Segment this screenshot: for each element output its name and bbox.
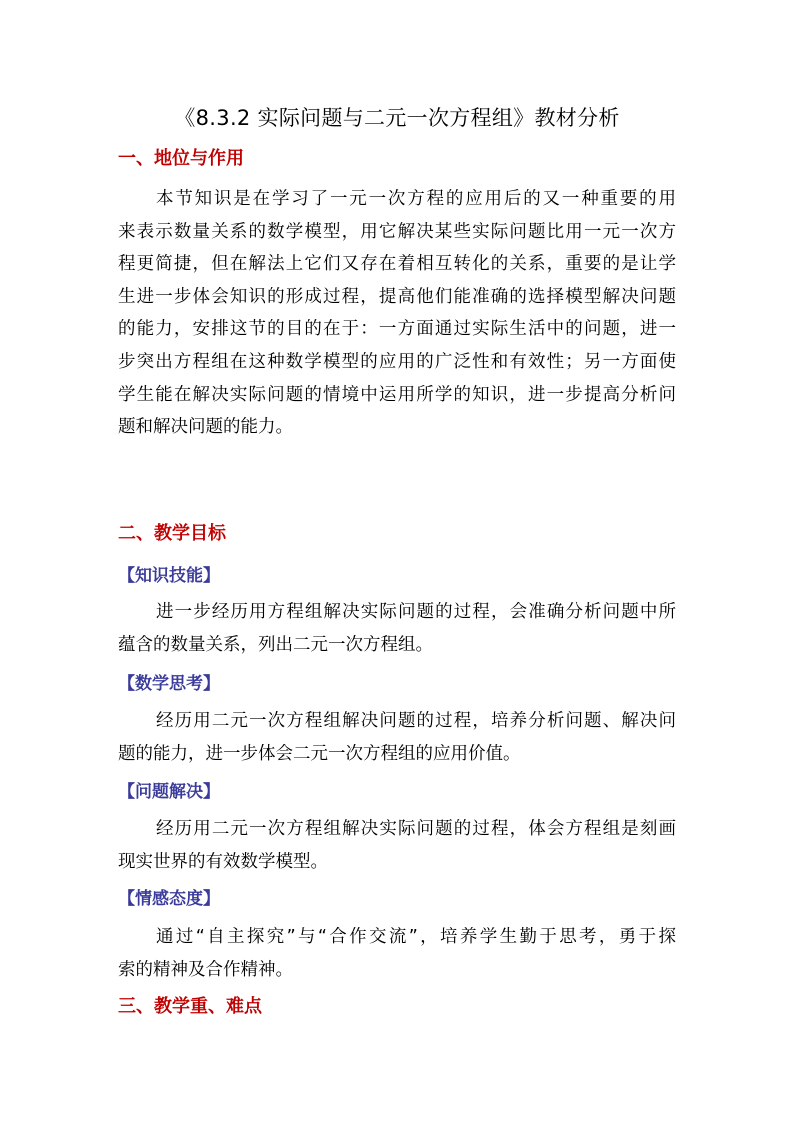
- paragraph-line: 步突出方程组在这种数学模型的应用的广泛性和有效性；另一方面使: [118, 351, 676, 372]
- section-heading-key-difficult-points: 三、教学重、难点: [118, 996, 262, 1017]
- subsection-heading-problem-solving: 【问题解决】: [118, 782, 220, 802]
- subsection-heading-attitude: 【情感态度】: [118, 889, 220, 909]
- subsection-problem-solving-paragraph: [118, 813, 676, 878]
- paragraph-line: 现实世界的有效数学模型。: [118, 851, 328, 872]
- paragraph-line: 学生能在解决实际问题的情境中运用所学的知识，进一步提高分析问: [118, 384, 676, 405]
- paragraph-line: 题和解决问题的能力。: [118, 417, 293, 438]
- section-position-paragraph: [118, 183, 676, 444]
- section-heading-objectives: 二、教学目标: [118, 523, 226, 544]
- paragraph-line: 本节知识是在学习了一元一次方程的应用后的又一种重要的用: [156, 189, 676, 209]
- document-title: 《8.3.2 实际问题与二元一次方程组》教材分析: [174, 106, 620, 130]
- paragraph-line: 题的能力，进一步体会二元一次方程组的应用价值。: [118, 743, 521, 764]
- subsection-math-thinking-paragraph: [118, 705, 676, 770]
- subsection-heading-knowledge-skills: 【知识技能】: [118, 566, 220, 586]
- paragraph-line: 生进一步体会知识的形成过程，提高他们能准确的选择模型解决问题: [118, 286, 676, 307]
- paragraph-line: 的能力，安排这节的目的在于：一方面通过实际生活中的问题，进一: [118, 319, 676, 340]
- paragraph-line: 索的精神及合作精神。: [118, 959, 293, 980]
- paragraph-line: 蕴含的数量关系，列出二元一次方程组。: [118, 634, 433, 655]
- paragraph-line: 进一步经历用方程组解决实际问题的过程，会准确分析问题中所: [156, 602, 676, 622]
- subsection-attitude-paragraph: [118, 921, 676, 986]
- paragraph-line: 程更简捷，但在解法上它们又存在着相互转化的关系，重要的是让学: [118, 254, 676, 275]
- paragraph-line: 通过“自主探究”与“合作交流”，培养学生勤于思考，勇于探: [156, 927, 676, 947]
- paragraph-line: 经历用二元一次方程组解决问题的过程，培养分析问题、解决问: [156, 711, 676, 731]
- subsection-heading-math-thinking: 【数学思考】: [118, 674, 220, 694]
- paragraph-line: 经历用二元一次方程组解决实际问题的过程，体会方程组是刻画: [156, 819, 676, 839]
- paragraph-line: 来表示数量关系的数学模型，用它解决某些实际问题比用一元一次方: [118, 221, 676, 242]
- subsection-knowledge-skills-paragraph: [118, 596, 676, 661]
- section-heading-position: 一、地位与作用: [118, 148, 244, 169]
